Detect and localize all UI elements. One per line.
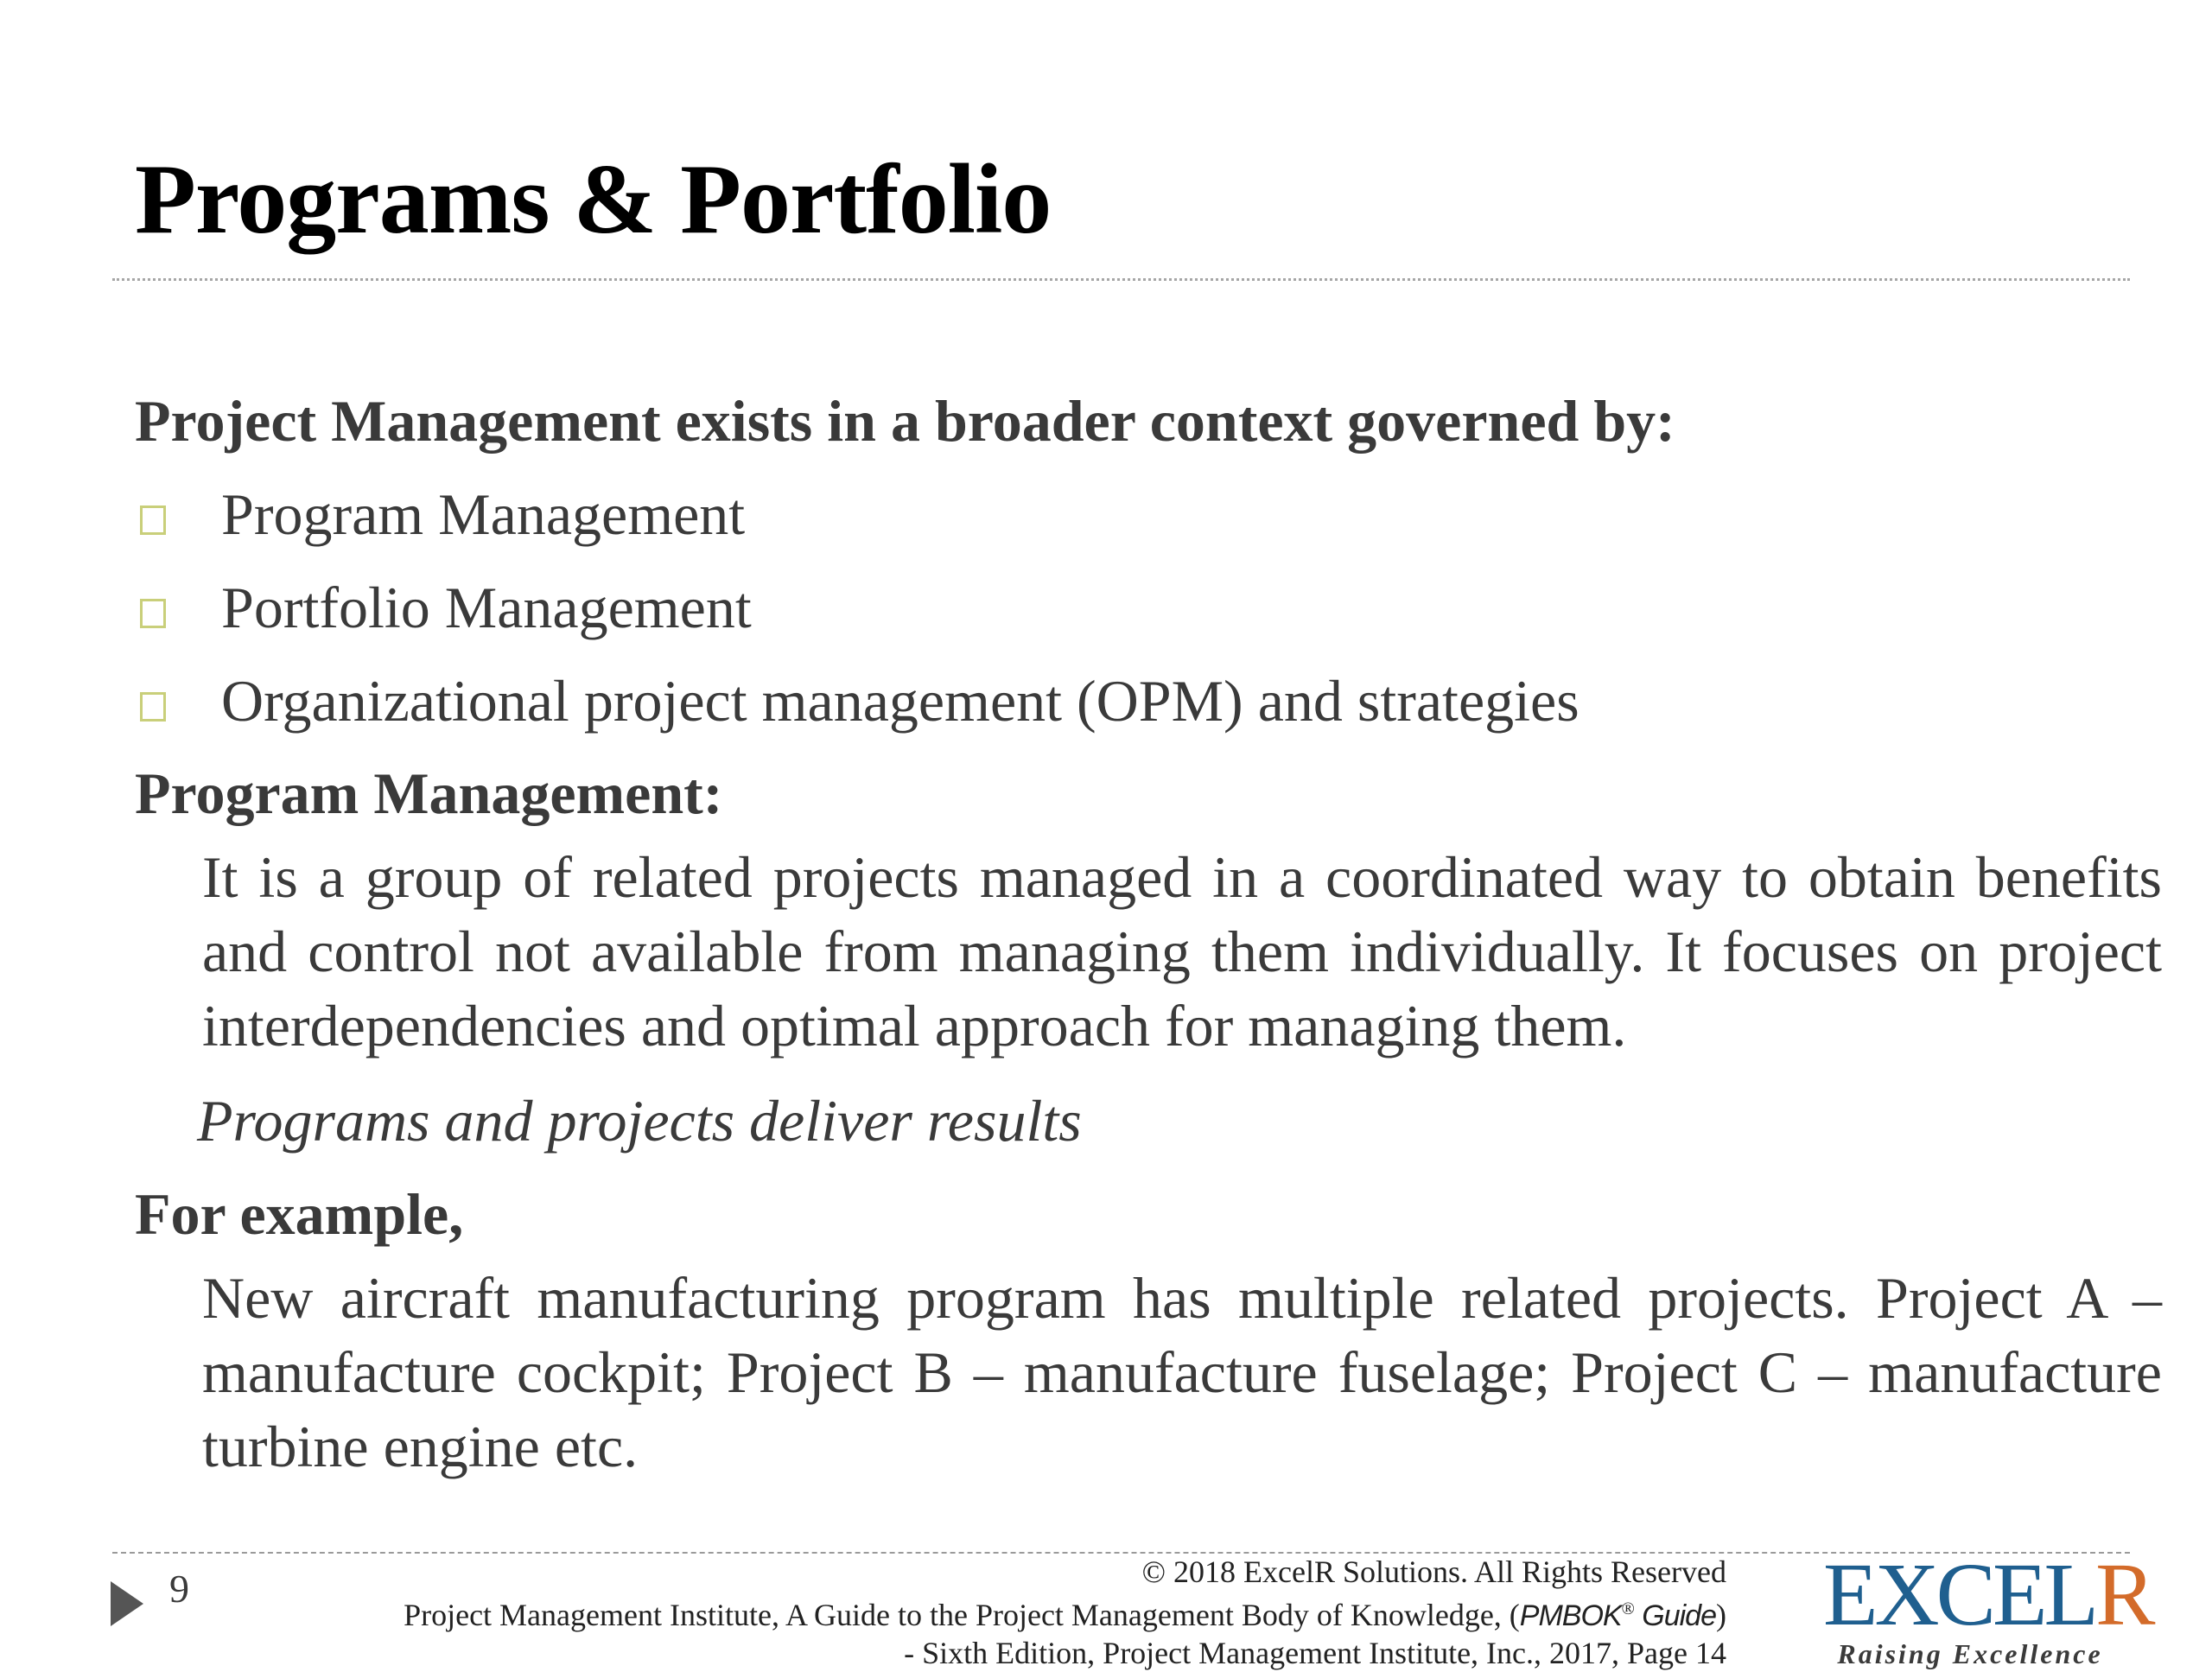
bullet-label: Portfolio Management: [221, 574, 752, 640]
bullet-list: [135, 467, 2174, 747]
page-number: 9: [169, 1567, 189, 1611]
bullet-label: Organizational project management (OPM) and strategies: [221, 667, 1580, 734]
program-note: Programs and projects deliver results: [197, 1088, 1082, 1154]
bullet-item-program-management: [135, 467, 2174, 561]
title-divider: [112, 278, 2130, 281]
intro-heading: Project Management exists in a broader context governed by:: [135, 388, 1675, 454]
square-bullet-icon: [140, 692, 166, 722]
reference-italic-guide: Guide: [1634, 1599, 1716, 1632]
reference-prefix: Project Management Institute, A Guide to the Project Management Body of Knowledge, (: [404, 1598, 1520, 1632]
square-bullet-icon: [140, 505, 166, 535]
program-paragraph: It is a group of related projects managed in a coordinated way to obtain benefits and control not available from managing them individually. It focuses on project interdependencies and optimal approach for managing them.: [202, 844, 2162, 1059]
bullet-label: Program Management: [221, 480, 746, 547]
reference-line-2: - Sixth Edition, Project Management Institute, Inc., 2017, Page 14: [904, 1636, 1726, 1670]
slide-content: [135, 380, 2174, 1484]
copyright-text: © 2018 ExcelR Solutions. All Rights Reserved: [1141, 1554, 1726, 1589]
reference-suffix: ): [1716, 1598, 1726, 1632]
slide-title: Programs & Portfolio: [135, 144, 1052, 255]
registered-mark: ®: [1621, 1599, 1635, 1618]
program-heading: Program Management:: [135, 760, 723, 827]
play-triangle-icon: [111, 1581, 143, 1626]
logo-wordmark: EXCELR: [1823, 1545, 2152, 1644]
footer-credit: [404, 1554, 1726, 1672]
example-paragraph: New aircraft manufacturing program has multiple related projects. Project A – manufacture cockpit; Project B – manufacture fuselage; Project C – manufacture turbine engine etc.: [202, 1264, 2162, 1479]
square-bullet-icon: [140, 599, 166, 628]
reference-line: [404, 1591, 1726, 1635]
bullet-item-portfolio-management: [135, 561, 2174, 654]
bullet-item-opm: [135, 654, 2174, 747]
excelr-logo: [1823, 1545, 2152, 1669]
logo-tagline: Raising Excellence: [1837, 1638, 2103, 1669]
reference-italic: PMBOK: [1519, 1599, 1622, 1632]
example-heading: For example,: [135, 1180, 464, 1247]
